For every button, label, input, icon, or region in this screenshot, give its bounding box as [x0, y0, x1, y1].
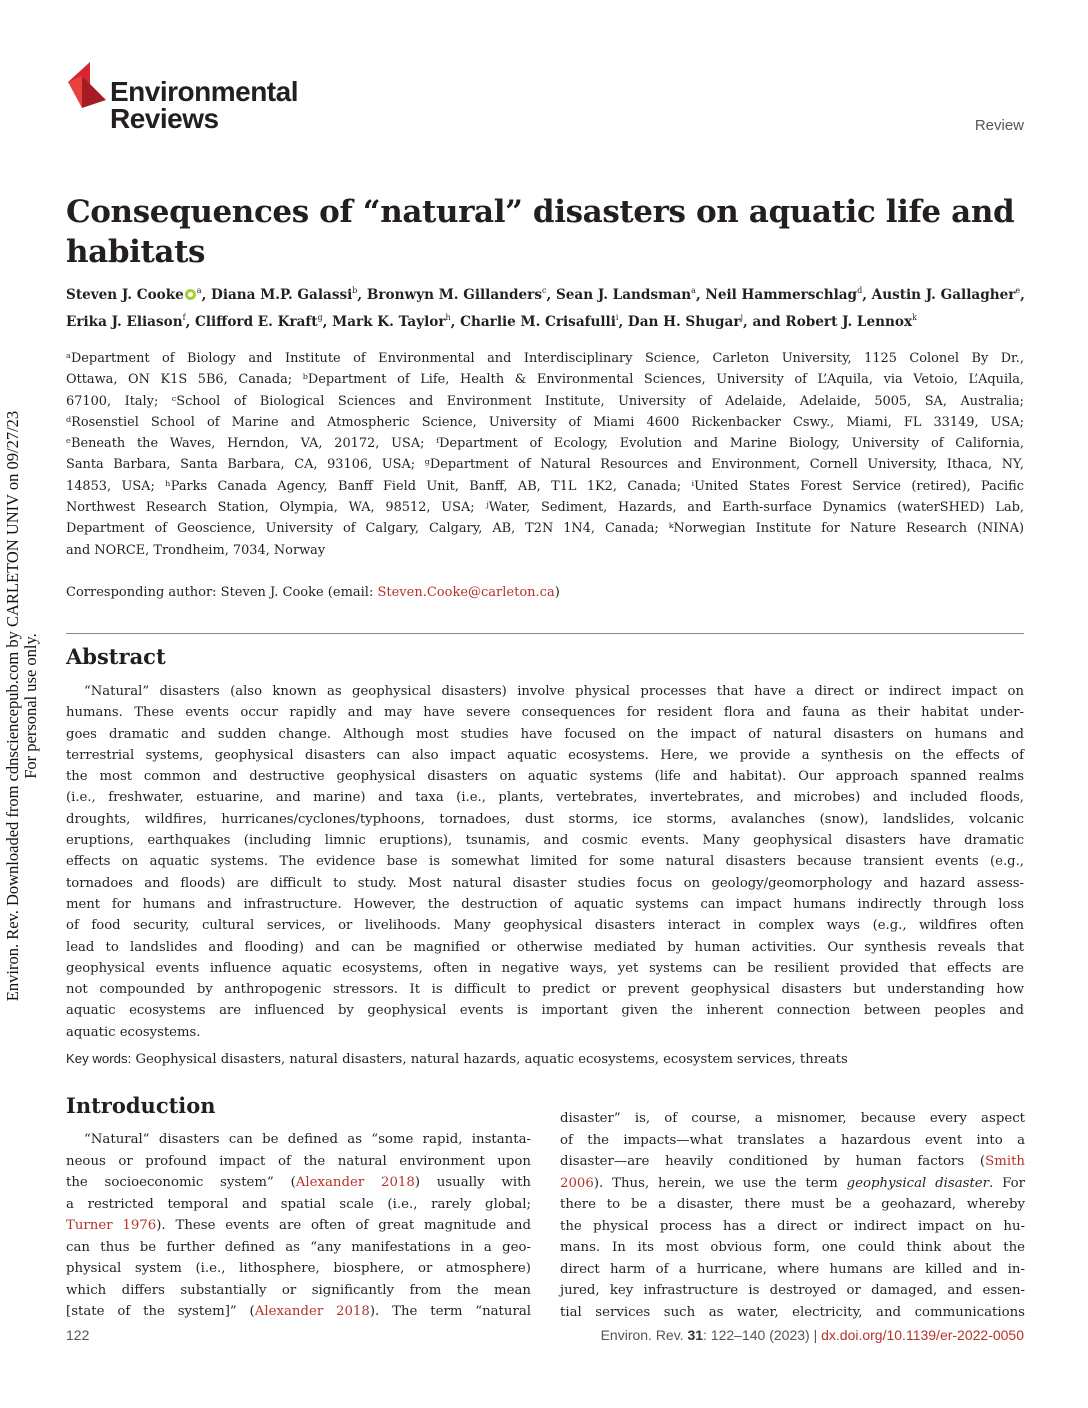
abstract-heading: Abstract	[66, 644, 166, 669]
author-name: Mark K. Taylor	[332, 313, 446, 330]
introduction-heading: Introduction	[66, 1093, 216, 1118]
reference-link[interactable]: Alexander 2018	[295, 1175, 415, 1190]
author-affiliation-mark: e	[1015, 286, 1021, 295]
abstract-line: of food security, cultural services, or livelihoods. Many geophysical disasters interact in complex ways (e.g., wildfires often	[66, 918, 1024, 934]
section-divider	[66, 633, 1024, 634]
body-text-line: the physical process has a direct or indirect impact on hu-	[560, 1218, 1025, 1234]
author-name: Steven J. Cooke	[66, 287, 184, 303]
introduction-column-left	[66, 1129, 531, 1323]
author-name: Erika J. Eliason	[66, 313, 183, 330]
body-text-line: tial services such as water, electricity, and communications	[560, 1304, 1025, 1320]
reference-link[interactable]: Alexander 2018	[254, 1304, 370, 1319]
author-list: Steven J. Cooke $^a$, Diana M.P. Galassi$^b$, Bronwyn M. Gillanders$^c$, Sean J. Landsman$^a$, Neil Hammerschlag$^d$, Austin J. Gallagher$^e$, Erika J. Eliason$^f$, Clifford E. Kraft$^g$, Mark K. Taylor$^h$, Charlie M. Crisafulli$^i$, Dan H. Shugar$^j$, and Robert J. Lennox$^k$	[66, 286, 1025, 330]
citation-prefix: Environ. Rev.	[600, 1327, 688, 1343]
emphasized-term: geophysical disaster	[846, 1175, 990, 1191]
journal-name-line2: Reviews	[110, 103, 219, 134]
author-name: Robert J. Lennox	[785, 313, 913, 330]
author-name: Bronwyn M. Gillanders	[366, 287, 542, 303]
keywords	[66, 1051, 848, 1067]
abstract-line: droughts, wildfires, hurricanes/cyclones/typhoons, tornadoes, dust storms, ice storms, avalanches (snow), landslides, volcanic	[66, 811, 1024, 827]
affiliation-line: 67100, Italy; ᶜSchool of Biological Sciences and Environment Institute, University of Adelaide, Adelaide, 5005, SA, Australia;	[66, 393, 1024, 409]
author-affiliation-mark: c	[541, 286, 547, 295]
corresponding-author	[66, 585, 560, 600]
author-affiliation-mark: d	[857, 286, 863, 295]
abstract-line: ment for humans and infrastructure. However, the destruction of aquatic systems can impact humans indirectly through loss	[66, 896, 1024, 912]
download-notice-line1: Environ. Rev. Downloaded from cdnsciencepub.com by CARLETON UNIV on 09/27/23	[3, 410, 22, 1002]
citation-footer	[601, 1327, 1024, 1343]
abstract-line: effects on aquatic systems. The evidence base is somewhat limited for some natural disasters because transient events (e.g.,	[66, 854, 1024, 870]
body-text-line: of the impacts—what translates a hazardous event into a	[560, 1132, 1025, 1148]
body-text-line: can thus be further defined as “any manifestations in a geo-	[66, 1239, 531, 1255]
affiliation-line: Department of Geoscience, University of Calgary, Calgary, AB, T2N 1N4, Canada; ᵏNorwegian Institute for Nature Research (NINA)	[66, 521, 1024, 537]
author-name: Clifford E. Kraft	[195, 313, 318, 330]
body-text-line: disaster” is, of course, a misnomer, because every aspect	[560, 1111, 1025, 1126]
abstract-line: lead to landslides and flooding) and can be magnified or otherwise mediated by human activities. Our synthesis reveals that	[66, 939, 1024, 955]
article-type-label: Review	[974, 117, 1024, 134]
body-text-line: neous or profound impact of the natural environment upon	[66, 1153, 531, 1169]
abstract-line: goes dramatic and sudden change. Although most studies have focused on the impact of natural disasters on humans and	[66, 726, 1024, 742]
abstract-line: geophysical events influence aquatic ecosystems, often in negative ways, yet systems can be resilient provided that effects are	[66, 960, 1024, 976]
abstract-line: not compounded by anthropogenic stressors. It is difficult to predict or prevent geophysical disasters but understanding how	[66, 982, 1024, 998]
affiliation-line: Ottawa, ON K1S 5B6, Canada; ᵇDepartment of Life, Health & Environmental Sciences, University of L’Aquila, via Vetoio, L’Aquila,	[66, 372, 1024, 388]
body-text-line: jured, key infrastructure is destroyed or damaged, and essen-	[560, 1283, 1025, 1298]
author-affiliation-mark: f	[182, 312, 186, 322]
body-text-line: there to be a disaster, there must be a geohazard, whereby	[560, 1197, 1025, 1212]
author-affiliation-mark: a	[196, 286, 202, 295]
affiliation-line: and NORCE, Trondheim, 7034, Norway	[66, 542, 326, 558]
journal-name	[110, 78, 298, 132]
page-number: 122	[66, 1327, 90, 1343]
keywords-label: Key words:	[66, 1051, 132, 1066]
author-name: Sean J. Landsman	[555, 287, 692, 303]
body-text-line: [state of the system]” (Alexander 2018). The term “natural	[66, 1304, 531, 1319]
affiliation-line: Santa Barbara, Santa Barbara, CA, 93106, USA; ᵍDepartment of Natural Resources and Environment, Cornell University, Ithaca, NY,	[66, 457, 1024, 473]
body-text-line: which differs substantially or significantly from the mean	[66, 1282, 531, 1298]
affiliation-line: 14853, USA; ʰParks Canada Agency, Banff Field Unit, Banff, AB, T1L 1K2, Canada; ⁱUnited States Forest Service (retired), Pacific	[66, 478, 1024, 494]
reference-link[interactable]: 2006	[560, 1175, 594, 1191]
abstract-body	[66, 681, 1024, 1043]
body-text-line: direct harm of a hurricane, where humans are killed and in-	[560, 1261, 1025, 1277]
author-name: Dan H. Shugar	[627, 313, 741, 330]
orcid-icon[interactable]	[185, 289, 196, 300]
body-text-line: 2006). Thus, herein, we use the term geophysical disaster. For	[560, 1175, 1026, 1191]
author-name: Neil Hammerschlag	[705, 287, 858, 303]
abstract-line: tornadoes and floods) are difficult to study. Most natural disaster studies focus on geology/geomorphology and hazard assess-	[66, 875, 1024, 891]
corresponding-email-link[interactable]: Steven.Cooke@carleton.ca	[377, 585, 555, 600]
body-text-line: the socioeconomic system” (Alexander 2018) usually with	[66, 1175, 531, 1190]
corresponding-label: Corresponding author: Steven J. Cooke (email:	[66, 585, 378, 600]
affiliation-line: ᵈRosenstiel School of Marine and Atmospheric Science, University of Miami 4600 Rickenbacker Cswy., Miami, FL 33149, USA;	[66, 414, 1024, 430]
author-name: Austin J. Gallagher	[871, 287, 1016, 303]
body-text-line: a restricted temporal and spatial scale (i.e., rarely global;	[66, 1196, 531, 1212]
affiliation-line: ᵃDepartment of Biology and Institute of Environmental and Interdisciplinary Science, Carleton University, 1125 Colonel By Dr.,	[66, 351, 1024, 366]
abstract-line: (i.e., freshwater, estuarine, and marine) and taxa (i.e., plants, vertebrates, invertebrates, and microbes) and included floods,	[66, 790, 1024, 806]
author-affiliation-mark: b	[352, 286, 358, 295]
abstract-line: aquatic ecosystems are influenced by geophysical events is important given the inherent connection between peoples and	[66, 1003, 1024, 1019]
abstract-line: eruptions, earthquakes (including limnic eruptions), tsunamis, and cosmic events. Many geophysical disasters have dramatic	[66, 833, 1024, 849]
author-affiliation-mark: k	[912, 312, 917, 322]
journal-name-line1: Environmental	[110, 76, 298, 107]
reference-link[interactable]: Smith	[985, 1154, 1025, 1169]
journal-logo-mark	[66, 62, 110, 108]
affiliation-line: Northwest Research Station, Olympia, WA, 98512, USA; ʲWater, Sediment, Hazards, and Earth-surface Dynamics (waterSHED) Lab,	[66, 500, 1024, 516]
introduction-column-right	[560, 1108, 1025, 1323]
abstract-line: the most common and destructive geophysical disasters on aquatic systems (life and habitat). Our approach spanned realms	[66, 769, 1024, 785]
body-text-line: physical system (i.e., lithosphere, biosphere, or atmosphere)	[66, 1261, 531, 1276]
body-text-line: Turner 1976). These events are often of great magnitude and	[66, 1218, 531, 1233]
affiliations	[66, 348, 1026, 561]
abstract-line: aquatic ecosystems.	[66, 1024, 201, 1040]
body-text-line: mans. In its most obvious form, one could think about the	[560, 1240, 1025, 1255]
author-affiliation-mark: g	[317, 312, 323, 322]
corresponding-close: )	[554, 585, 560, 600]
citation-volume: 31	[687, 1327, 704, 1343]
author-affiliation-mark: a	[691, 286, 696, 295]
body-text-line: “Natural” disasters can be defined as “some rapid, instanta-	[84, 1132, 531, 1147]
author-name: Charlie M. Crisafulli	[460, 313, 616, 330]
article-title: Consequences of “natural” disasters on aquatic life and habitats	[66, 194, 1015, 270]
author-affiliation-mark: i	[615, 312, 619, 322]
body-text-line: disaster—are heavily conditioned by human factors (Smith	[560, 1154, 1025, 1169]
author-name: Diana M.P. Galassi	[211, 287, 353, 303]
download-notice-line2: For personal use only.	[21, 633, 40, 779]
author-affiliation-mark: h	[445, 312, 451, 322]
journal-logo	[66, 62, 306, 142]
author-affiliation-mark: j	[740, 312, 743, 322]
reference-link[interactable]: Turner 1976	[66, 1218, 157, 1233]
keywords-text: Geophysical disasters, natural disasters, natural hazards, aquatic ecosystems, ecosystem services, threats	[135, 1052, 848, 1067]
doi-link[interactable]: dx.doi.org/10.1139/er-2022-0050	[821, 1327, 1024, 1343]
affiliation-line: ᵉBeneath the Waves, Herndon, VA, 20172, USA; ᶠDepartment of Ecology, Evolution and Marine Biology, University of California,	[66, 436, 1024, 452]
citation-pages: : 122–140 (2023) |	[703, 1327, 822, 1343]
abstract-line: terrestrial systems, geophysical disasters can also impact aquatic ecosystems. Here, we provide a synthesis on the effects of	[66, 747, 1024, 763]
abstract-line: humans. These events occur rapidly and may have severe consequences for resident flora and fauna as their habitat under-	[66, 705, 1024, 721]
download-notice	[4, 380, 46, 1032]
abstract-line: “Natural” disasters (also known as geophysical disasters) involve physical processes that have a direct or indirect impact on	[84, 684, 1024, 699]
